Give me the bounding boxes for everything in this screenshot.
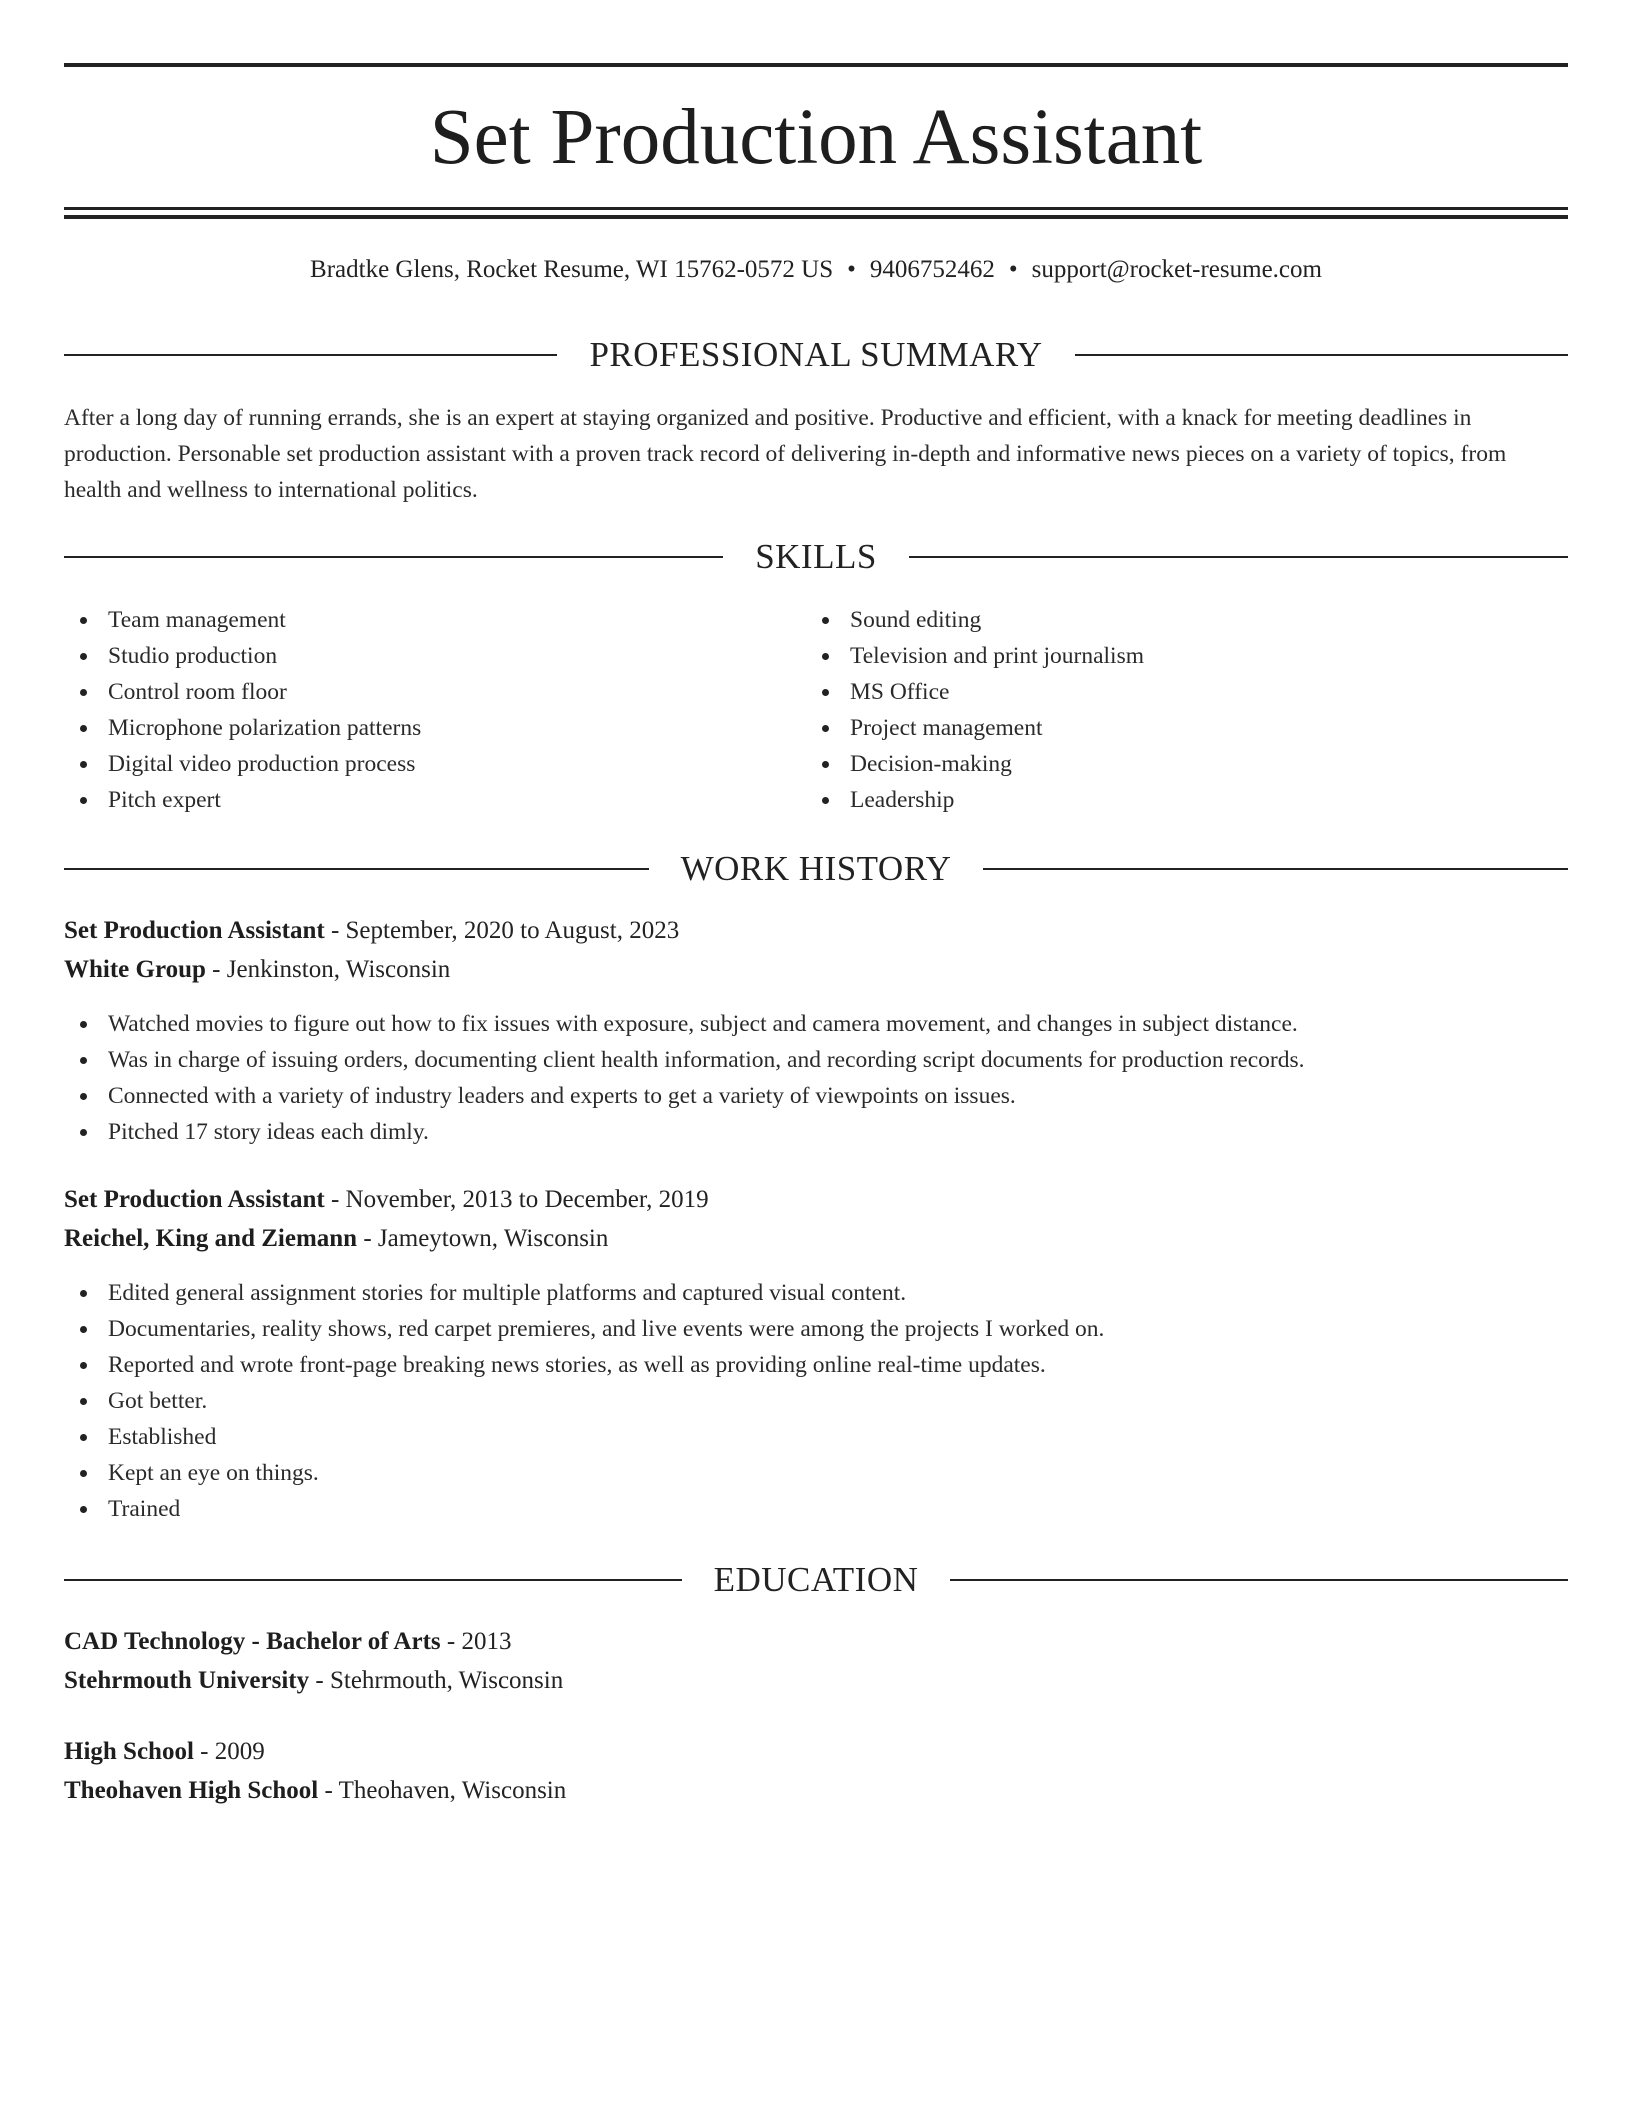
job-duty: Documentaries, reality shows, red carpet premieres, and live events were among the projects I worked on. [64, 1311, 1568, 1347]
skill-item: Television and print journalism [806, 638, 1566, 674]
skill-item: Leadership [806, 782, 1566, 818]
education-year: - 2009 [193, 1738, 265, 1765]
contact-separator: • [1008, 256, 1018, 283]
heading-title: SKILLS [755, 537, 877, 576]
contact-line [64, 252, 1568, 288]
skills-list-left [64, 602, 804, 818]
section-heading-work-history [64, 846, 1568, 892]
job-duties-list [64, 1275, 1568, 1527]
job-company: Reichel, King and Ziemann [64, 1225, 358, 1252]
skill-item: Team management [64, 602, 804, 638]
heading-title: WORK HISTORY [680, 849, 952, 888]
job-location: - Jameytown, Wisconsin [357, 1225, 609, 1252]
job-duty: Connected with a variety of industry leaders and experts to get a variety of viewpoints on issues. [64, 1078, 1568, 1114]
job-title: Set Production Assistant [64, 917, 325, 944]
contact-separator: • [847, 256, 856, 283]
heading-rule [983, 868, 1568, 870]
skill-item: Digital video production process [64, 746, 804, 782]
header-double-rule-lower [64, 215, 1568, 219]
skill-item: Control room floor [64, 674, 804, 710]
job-dates: - November, 2013 to December, 2019 [324, 1186, 709, 1213]
education-school-line [64, 1772, 566, 1810]
job-duty: Was in charge of issuing orders, documenting client health information, and recording script documents for production records. [64, 1042, 1568, 1078]
heading-rule [64, 354, 557, 356]
education-degree: High School [64, 1738, 194, 1765]
job-duty: Edited general assignment stories for multiple platforms and captured visual content. [64, 1275, 1568, 1311]
header-top-rule [64, 63, 1568, 67]
skill-item: Sound editing [806, 602, 1566, 638]
skill-item: Pitch expert [64, 782, 804, 818]
job-company-line [64, 1220, 608, 1258]
heading-title: EDUCATION [713, 1560, 919, 1599]
education-year: - 2013 [440, 1628, 512, 1655]
heading-title: PROFESSIONAL SUMMARY [589, 335, 1043, 374]
summary-text: After a long day of running errands, she is an expert at staying organized and positive. Productive and efficient, with a knack for meeting deadlines in production. Personable set production assistant with a proven track record of delivering in-depth and informative news pieces on a variety of topics, from health and wellness to international politics. [64, 405, 1507, 503]
job-title: Set Production Assistant [64, 1186, 325, 1213]
education-degree-line [64, 1623, 511, 1661]
job-title-line [64, 1181, 709, 1219]
heading-rule [1075, 354, 1568, 356]
job-dates: - September, 2020 to August, 2023 [324, 917, 680, 944]
job-duty: Established [64, 1419, 1568, 1455]
header-double-rule-upper [64, 207, 1568, 210]
job-company: White Group [64, 956, 206, 983]
heading-rule [909, 556, 1568, 558]
job-duty: Trained [64, 1491, 1568, 1527]
job-duties-list [64, 1006, 1568, 1150]
skill-item: Microphone polarization patterns [64, 710, 804, 746]
job-duty: Watched movies to figure out how to fix issues with exposure, subject and camera movement, and changes in subject distance. [64, 1006, 1568, 1042]
skills-list-right [806, 602, 1566, 818]
skill-item: Project management [806, 710, 1566, 746]
heading-rule [950, 1579, 1568, 1581]
heading-rule [64, 1579, 682, 1581]
contact-address: Bradtke Glens, Rocket Resume, WI 15762-0572 US [310, 256, 834, 283]
skill-item: Studio production [64, 638, 804, 674]
skill-item: MS Office [806, 674, 1566, 710]
contact-email: support@rocket-resume.com [1031, 256, 1322, 283]
job-company-line [64, 951, 450, 989]
education-degree-line [64, 1733, 265, 1771]
job-location: - Jenkinston, Wisconsin [205, 956, 451, 983]
section-heading-summary [64, 332, 1568, 378]
education-school: Theohaven High School [64, 1777, 319, 1804]
skill-item: Decision-making [806, 746, 1566, 782]
heading-rule [64, 868, 649, 870]
contact-phone: 9406752462 [869, 256, 995, 283]
education-degree: CAD Technology - Bachelor of Arts [64, 1628, 441, 1655]
candidate-name: Set Production Assistant [429, 94, 1203, 181]
job-duty: Pitched 17 story ideas each dimly. [64, 1114, 1568, 1150]
education-location: - Stehrmouth, Wisconsin [309, 1667, 564, 1694]
job-duty: Reported and wrote front-page breaking news stories, as well as providing online real-time updates. [64, 1347, 1568, 1383]
education-school: Stehrmouth University [64, 1667, 310, 1694]
heading-rule [64, 556, 723, 558]
job-title-line [64, 912, 679, 950]
job-duty: Kept an eye on things. [64, 1455, 1568, 1491]
education-school-line [64, 1662, 563, 1700]
job-duty: Got better. [64, 1383, 1568, 1419]
section-heading-education [64, 1557, 1568, 1603]
education-location: - Theohaven, Wisconsin [318, 1777, 567, 1804]
section-heading-skills [64, 534, 1568, 580]
